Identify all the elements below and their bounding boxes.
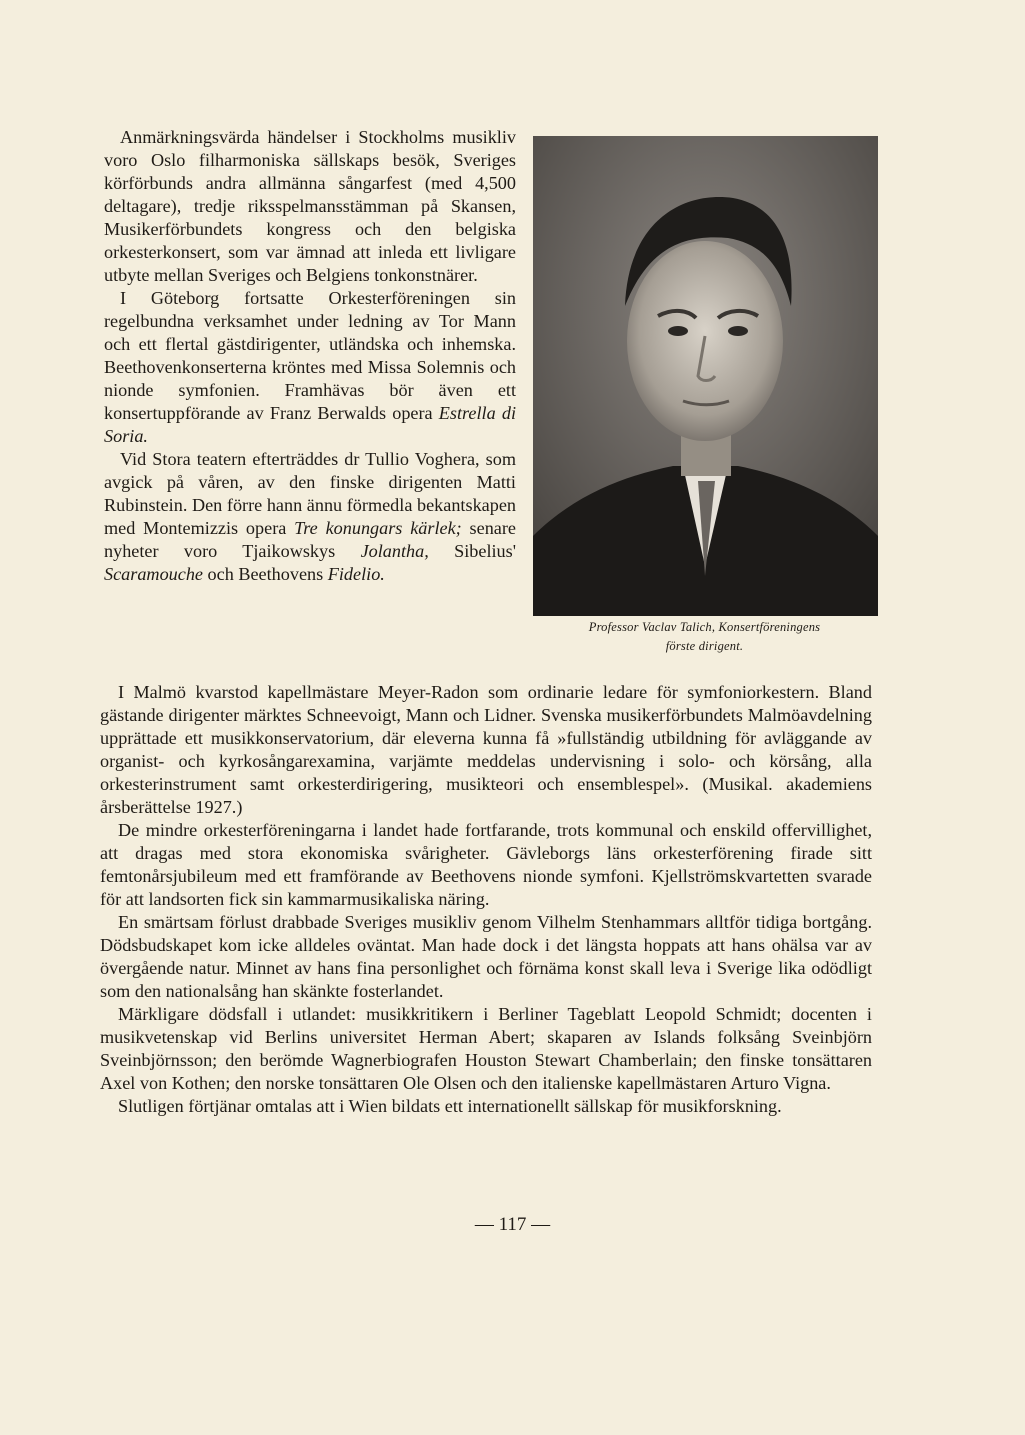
caption-line-1: Professor Vaclav Talich, Konsertföreningens <box>588 620 821 634</box>
paragraph-stora-teatern: Vid Stora teatern efterträddes dr Tullio Voghera, som avgick på våren, av den finske dirigenten Matti Rubinstein. Den förre hann ännu förmedla bekantskapen med Montemizzis opera Tre konungars kärlek; senare nyheter voro Tjaikowskys Jolantha, Sibelius' Scaramouche och Beethovens Fidelio. <box>104 449 517 584</box>
full-width-text <box>100 681 872 1118</box>
work-title-scaramouche: Scaramouche <box>104 564 203 584</box>
page-number: — 117 — <box>474 1214 551 1235</box>
paragraph-dodsfall: Märkligare dödsfall i utlandet: musikkritikern i Berliner Tageblatt Leopold Schmidt; docenten i musikvetenskap vid Berlins universitet Herman Abert; skaparen av Islands folksång Sveinbjörn Sveinbjörnsson; den berömde Wagnerbiografen Houston Stewart Chamberlain; den finske tonsättaren Axel von Kothen; den norske tonsättaren Ole Olsen och den italienske kapellmästaren Arturo Vigna. <box>100 1004 872 1093</box>
opera-title-jolantha: Jolantha, <box>360 541 429 561</box>
paragraph-goteborg: I Göteborg fortsatte Orkesterföreningen sin regelbundna verksamhet under ledning av Tor Mann och ett flertal gästdirigenter, utländska och inhemska. Beethovenkonserterna kröntes med Missa Solemnis och nionde symfonien. Framhävas bör även ett konsertuppförande av Franz Berwalds opera Estrella di Soria. <box>104 288 516 446</box>
portrait-photo <box>533 136 878 616</box>
paragraph-wien: Slutligen förtjänar omtalas att i Wien bildats ett internationellt sällskap för musikforskning. <box>118 1096 782 1116</box>
opera-title-fidelio: Fidelio. <box>327 564 385 584</box>
portrait-image <box>533 136 878 616</box>
top-text-column <box>104 126 516 586</box>
paragraph-stockholm: Anmärkningsvärda händelser i Stockholms musikliv voro Oslo filharmoniska sällskaps besök, Sveriges körförbunds andra allmänna sångarfest (med 4,500 deltagare), tredje riksspelmansstämman på Skansen, Musikerförbundets kongress och den belgiska orkesterkonsert, som var ämnad att inleda ett livligare utbyte mellan Sveriges och Belgiens tonkonstnärer. <box>104 127 516 285</box>
caption-line-2: förste dirigent. <box>665 639 744 653</box>
paragraph-malmo: I Malmö kvarstod kapellmästare Meyer-Radon som ordinarie ledare för symfoniorkestern. Bland gästande dirigenter märktes Schneevoigt, Mann och Lidner. Svenska musikerförbundets Malmöavdelning upprättade ett musikkonservatorium, där eleverna kunna få »fullständig utbildning för avläggande av organist- och kyrkosångarexamina, varjämte meddelas undervisning i solo- och körsång, alla orkesterinstrument samt orkesterdirigering, musikteori och ensemblespel». (Musikal. akademiens årsberättelse 1927.) <box>100 682 872 817</box>
photo-caption <box>522 618 887 656</box>
paragraph-stenhammar: En smärtsam förlust drabbade Sveriges musikliv genom Vilhelm Stenhammars alltför tidiga bortgång. Dödsbudskapet kom icke alldeles oväntat. Man hade dock i det längsta hoppats att hans ohälsa var av övergående natur. Minnet av hans fina personlighet och förnäma konst skall leva i Sverige lika odödligt som den nationalsång han skänkte fosterlandet. <box>100 912 872 1001</box>
paragraph-orkesterforeningar: De mindre orkesterföreningarna i landet hade fortfarande, trots kommunal och enskild offervillighet, att dragas med stora ekonomiska svårigheter. Gävleborgs läns orkesterförening firade sitt femtonårsjubileum med ett framförande av Beethovens nionde symfoni. Kjellströmskvartetten svarade för att landsorten fick sin kammarmusikaliska näring. <box>100 820 872 909</box>
opera-title-tre-konungar: Tre konungars kärlek; <box>294 518 462 538</box>
opera-title-estrella: Estrella di Soria. <box>104 403 516 446</box>
